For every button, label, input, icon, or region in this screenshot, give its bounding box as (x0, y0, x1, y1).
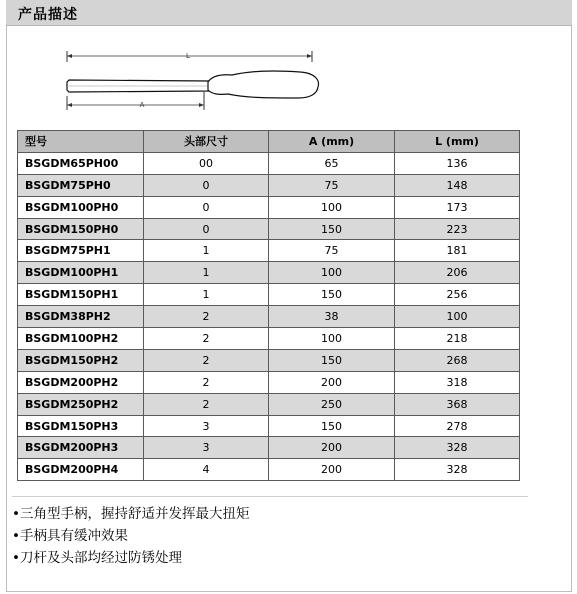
l-mm-cell: 148 (395, 174, 520, 196)
head-size-cell: 3 (144, 437, 269, 459)
table-header-row (18, 131, 520, 153)
column-header-a-mm: A (mm) (269, 131, 395, 153)
column-header-head-size: 头部尺寸 (144, 131, 269, 153)
head-size-cell: 1 (144, 240, 269, 262)
a-mm-cell: 150 (269, 284, 395, 306)
table-row (18, 152, 520, 174)
l-mm-cell: 136 (395, 152, 520, 174)
model-cell: BSGDM200PH3 (18, 437, 144, 459)
l-mm-cell: 181 (395, 240, 520, 262)
head-size-cell: 0 (144, 174, 269, 196)
model-cell: BSGDM75PH1 (18, 240, 144, 262)
model-cell: BSGDM150PH0 (18, 218, 144, 240)
l-mm-cell: 100 (395, 306, 520, 328)
head-size-cell: 4 (144, 459, 269, 481)
a-mm-cell: 150 (269, 218, 395, 240)
table-row (18, 174, 520, 196)
l-mm-cell: 318 (395, 371, 520, 393)
l-mm-cell: 328 (395, 437, 520, 459)
table-row (18, 349, 520, 371)
model-cell: BSGDM150PH2 (18, 349, 144, 371)
table-row (18, 459, 520, 481)
head-size-cell: 2 (144, 371, 269, 393)
table-row (18, 262, 520, 284)
a-mm-cell: 250 (269, 393, 395, 415)
l-mm-cell: 268 (395, 349, 520, 371)
head-size-cell: 2 (144, 349, 269, 371)
l-mm-cell: 173 (395, 196, 520, 218)
a-mm-cell: 65 (269, 152, 395, 174)
table-body (18, 152, 520, 480)
a-mm-cell: 100 (269, 262, 395, 284)
feature-item: •刀杆及头部均经过防锈处理 (12, 550, 182, 566)
a-mm-cell: 150 (269, 349, 395, 371)
head-size-cell: 1 (144, 284, 269, 306)
l-mm-cell: 368 (395, 393, 520, 415)
head-size-cell: 00 (144, 152, 269, 174)
screwdriver-diagram (60, 48, 330, 114)
l-mm-cell: 223 (395, 218, 520, 240)
head-size-cell: 2 (144, 306, 269, 328)
model-cell: BSGDM100PH0 (18, 196, 144, 218)
model-cell: BSGDM200PH4 (18, 459, 144, 481)
table-row (18, 306, 520, 328)
model-cell: BSGDM65PH00 (18, 152, 144, 174)
model-cell: BSGDM75PH0 (18, 174, 144, 196)
feature-list (12, 503, 249, 569)
l-mm-cell: 206 (395, 262, 520, 284)
head-size-cell: 2 (144, 328, 269, 350)
model-cell: BSGDM150PH1 (18, 284, 144, 306)
head-size-cell: 1 (144, 262, 269, 284)
model-cell: BSGDM200PH2 (18, 371, 144, 393)
head-size-cell: 3 (144, 415, 269, 437)
feature-item: •三角型手柄，握持舒适并发挥最大扭矩 (12, 506, 250, 522)
spec-table (17, 130, 520, 481)
table-row (18, 415, 520, 437)
a-mm-cell: 75 (269, 240, 395, 262)
model-cell: BSGDM38PH2 (18, 306, 144, 328)
model-cell: BSGDM250PH2 (18, 393, 144, 415)
a-mm-cell: 75 (269, 174, 395, 196)
dimension-label-l: L (186, 52, 190, 60)
section-title: 产品描述 (18, 7, 78, 23)
model-cell: BSGDM100PH2 (18, 328, 144, 350)
column-header-model: 型号 (18, 131, 144, 153)
a-mm-cell: 200 (269, 459, 395, 481)
a-mm-cell: 100 (269, 328, 395, 350)
table-row (18, 371, 520, 393)
a-mm-cell: 200 (269, 371, 395, 393)
table-row (18, 393, 520, 415)
head-size-cell: 2 (144, 393, 269, 415)
table-row (18, 196, 520, 218)
table-row (18, 328, 520, 350)
table-row (18, 437, 520, 459)
a-mm-cell: 100 (269, 196, 395, 218)
table-row (18, 240, 520, 262)
a-mm-cell: 38 (269, 306, 395, 328)
model-cell: BSGDM150PH3 (18, 415, 144, 437)
divider (12, 496, 528, 497)
a-mm-cell: 200 (269, 437, 395, 459)
section-header (6, 0, 572, 26)
head-size-cell: 0 (144, 196, 269, 218)
table-row (18, 284, 520, 306)
model-cell: BSGDM100PH1 (18, 262, 144, 284)
table-row (18, 218, 520, 240)
l-mm-cell: 278 (395, 415, 520, 437)
a-mm-cell: 150 (269, 415, 395, 437)
l-mm-cell: 218 (395, 328, 520, 350)
column-header-l-mm: L (mm) (395, 131, 520, 153)
head-size-cell: 0 (144, 218, 269, 240)
feature-item: •手柄具有缓冲效果 (12, 528, 128, 544)
l-mm-cell: 256 (395, 284, 520, 306)
dimension-label-a: A (139, 101, 145, 109)
l-mm-cell: 328 (395, 459, 520, 481)
